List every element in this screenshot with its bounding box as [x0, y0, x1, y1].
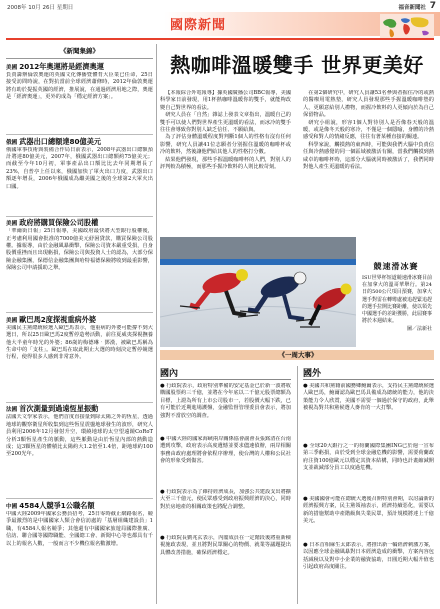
divider — [6, 134, 153, 135]
bullet-text: 日本首相麻生太郎表示，將推出新一輪經濟刺激方案，以因應全球金融風暴對日本經濟造成的衝擊，方案內容包括減稅以及對中小企業的融資協助，日圓近期大幅升值也引起政府高度關注。 — [303, 542, 434, 571]
brief-headline-text: 2012年奧運將是經濟奧運 — [19, 62, 104, 71]
brief-item — [6, 315, 153, 399]
brief-headline-text: 歐巴馬2度探視重病外婆 — [19, 314, 97, 324]
main-article-body — [160, 90, 434, 234]
brief-body: 俄國軍事技術與裝備合作局日前表示，2008年武器出口總額預計將達80億美元，2007年，俄國武器出口總額約75億美元；而截至今年10月初，軍事產品出口額比比去年同期增長了23%，自普亭上任以來，俄國加快了軍火出口力度，武器出口額逐年增長，2006年俄國成為繼美國之後的全球第2大軍火出口國。 — [6, 146, 153, 190]
page-top-bar — [0, 0, 440, 12]
article-paragraph: 【本報綜合外電報導】據英國廣播公司BBC報導，美國科學家日前發現，用1杯熱咖啡溫暖你的雙手，就能夠改變自己對世界的看法。 — [160, 90, 291, 111]
brief-headline — [6, 137, 153, 147]
photo-caption-title: 競速滑冰賽 — [373, 261, 419, 271]
divider — [6, 498, 153, 499]
divider — [6, 216, 153, 217]
article-paragraph: 為了評估身體溫暖程度對判斷1個人的性格有沒有任何影響，研究人員讓41位志願者分別握住溫暖的咖啡杯或冷的飲料，然後讓他們給其他人的性格打分數。 — [160, 134, 291, 156]
article-paragraph: 研究小組說，形容1個人對待別人是否像春天般的溫暖，或是像冬天般的寒冷，不僅是一個隱喻，身體的冷熱感受和對人的情緒反應，往往有著某種直接的關連。 — [303, 119, 434, 141]
brief-region-tag: 美國 — [6, 317, 18, 324]
article-column-1 — [160, 90, 291, 234]
bullet-text: 美國共和黨籍前國務卿鮑爾表示，支持民主黨總統候選人歐巴馬，鮑爾認為歐巴馬具備成為總統的能力，他的決策能力令人欣賞，美國不需要一個過於保守的政府，此舉被視為對共和黨候選人麥肯的一大打擊。 — [303, 383, 434, 412]
foreign-news-column — [303, 366, 434, 604]
photo-caption — [358, 237, 434, 347]
brief-item — [6, 137, 153, 213]
brief-region-tag: 美國 — [6, 221, 18, 228]
brief-region-tag: 中國 — [6, 503, 18, 510]
column-divider — [156, 44, 157, 604]
article-paragraph: 結果他們發現，那些手握溫暖咖啡杯的人們，對別人的評判較為積極，而那些手握冷飲料的人則比較苛刻。 — [160, 156, 291, 171]
main-headline: 熱咖啡溫暖雙手 世界更美好 — [170, 53, 424, 77]
bullet-text: 中國大陸的國家海峽兩岸關係協會副會長張銘清在台南遭到攻擊，政府表示高度遺憾並要求儘速偵辦，兩岸相關事務由政府處理將會依程序辦理，使台灣的人權和公民社會的形象受到傷害。 — [160, 436, 291, 465]
header-divider — [6, 38, 434, 40]
brief-body: 負責籌辦倫敦奧運的英國文化傳播暨體育大臣業已任命，25日接受訪問時說，在對抗當前全球經濟蕭條時，2012年倫敦奧運將有助於提振英國的經濟，推展說，在通過經濟用地之際，奧運是「經濟奧運」，更外的成為「穩定經濟方案」。 — [6, 72, 153, 101]
foreign-bullet: ● 全球20大銀行之一的荷蘭國際集團ING已於週一宣布第三季虧損，由於受到全球金融危機的影響，需要荷蘭政府注資100億歐元以穩定其資本結構，同時也計畫縮減開支並裁減部分員工以度過危機。 — [303, 443, 434, 472]
divider — [6, 312, 153, 313]
brief-region-tag: 法國 — [6, 407, 18, 414]
foreign-bullet: ● 日本首相麻生太郎表示，將推出新一輪經濟刺激方案，以因應全球金融風暴對日本經濟造成的衝擊，方案內容包括減稅以及對中小企業的融資協助，日圓近期大幅升值也引起政府高度關注。 — [303, 542, 434, 571]
domestic-news-column — [160, 366, 291, 604]
photo-credit: 圖／法新社 — [406, 326, 432, 333]
brief-item — [6, 501, 153, 577]
brief-body: 「華爾街日報」25日報導，美國政府最快將大型銀行股權後，正考慮利用國會批准的7000億美元紓困貸款，購買保險公司股權。據報導，由於金融風暴衝擊，保險公司資本嚴重受損，自身股價重挫而且出現虧損，保險公司與投資人士的認為，大部分保險金融集團，保德信金融集團與哈特福德保險將收到最重影響，保險公司申請援助之舉。 — [6, 228, 153, 272]
foreign-bullet: ● 美國共和黨籍前國務卿鮑爾表示，支持民主黨總統候選人歐巴馬，鮑爾認為歐巴馬具備成為總統的能力，他的決策能力令人欣賞，美國不需要一個過於保守的政府，此舉被視為對共和黨候選人麥肯的一大打擊。 — [303, 383, 434, 412]
brief-headline-text: 政府將購買保險公司股權 — [19, 218, 99, 228]
weekly-banner-title: 《一周大事》 — [278, 351, 318, 359]
brief-headline — [6, 315, 153, 325]
article-paragraph: 在第2個研究中，研究人員讓53名參與者握住冷的或熱的醫療用電熱墊，研究人員發現那些手握溫暖咖啡墊的人，更願意給別人禮物，而握冷飲料的人更傾向於為自己保留物品。 — [303, 90, 434, 119]
article-column-2 — [303, 90, 434, 234]
skaters-image — [160, 237, 356, 347]
foreign-title: 國外 — [303, 366, 434, 380]
domestic-title: 國內 — [160, 366, 291, 380]
domestic-bullet: ● 行政院長劉兆玄表示，內閣成員在一定階段後將重新檢視施政表現，並且將對民眾關心的物價、就業等議題提出具體改善措施，確保經濟穩定。 — [160, 535, 291, 556]
brief-body: 中國大陸2009年國家公務員招考，25日零時截止網路報名，競爭最激烈的是中國國家人類合會信訪處的「基層組織建設員」1職，有4584人報名競爭；其他還有中國國家旅遊局國際推廣、信訪、聯合國等國際職能、全國總工會、新聞中心等也都具有千以上的報名人數，一般而言不少機位報名數激增。 — [6, 510, 153, 547]
divider — [6, 402, 153, 403]
brief-headline — [6, 501, 153, 511]
domestic-bullet: ● 行政院表示，政府特別準備的安定基金已於新一波將收購國股票約三千億，並將在今年底以二千億元股票總額為目標，上證為所有上市公司股市一，若股價大幅下跌，已有可能於近期進場護盤，金融監督管理委員會表示，將加強對不當放空的調查。 — [160, 383, 291, 419]
bullet-text: 全球20大銀行之一的荷蘭國際集團ING已於週一宣布第三季虧損，由於受到全球金融危機的影響，需要荷蘭政府注資100億歐元以穩定其資本結構，同時也計畫縮減開支並裁減部分員工以度過危機。 — [303, 443, 434, 472]
brief-headline — [6, 218, 153, 228]
news-briefs-title: 《新聞集錦》 — [6, 44, 153, 59]
bullet-text: 行政院長劉兆玄表示，內閣成員在一定階段後將重新檢視施政表現，並且將對民眾關心的物價、就業等議題提出具體改善措施，確保經濟穩定。 — [160, 535, 291, 556]
paper-name: 福音新聞社 — [398, 5, 426, 11]
brief-headline — [6, 62, 153, 72]
brief-headline-text: 4584人競爭1公職名額 — [19, 500, 95, 510]
brief-item — [6, 404, 153, 495]
brief-region-tag: 美國 — [6, 65, 18, 71]
photo-caption-body: ISU世界杯短道競速滑冰賽目前在加拿大的溫哥華舉行。第24日的500公尺項目預賽，加拿大選手對雷在轉彎處被追趕緊追趕的選手拉開比賽距離，使以領先中國選手的差距獲勝，此屆賽事將於本週結束。 — [362, 275, 433, 325]
article-paragraph: 研究人員在「自然」雜誌上發表文章指出，溫暖自己的雙手可以使人們對世界產生更溫暖的看法，而冰冷的雙手往往會導致你對別人缺乏信任、不願給與。 — [160, 112, 291, 134]
brief-body: 美國民主黨總統候選人歐巴馬表示，他重病的外婆可能撐不到大選日，所以25日歐巴馬2度暫停造勢活動，前往夏威夷探視撫養他大半童年時光的外婆；86歲的梅德琳‧鄧漢，被歐巴馬稱為生命中的「支柱」。歐巴馬在取此期止大選的時刻決定暫停競選行程，使得很多人感到非常意外。 — [6, 324, 153, 361]
brief-item — [6, 218, 153, 309]
speed-skating-photo — [160, 237, 356, 347]
date-line: 2008年 10月 26日 星期日 — [7, 5, 74, 11]
domestic-bullet: ● 中國大陸的國家海峽兩岸關係協會副會長張銘清在台南遭到攻擊，政府表示高度遺憾並要求儘速偵辦，兩岸相關事務由政府處理將會依程序辦理，使台灣的人權和公民社會的形象受到傷害。 — [160, 436, 291, 465]
foreign-bullet: ● 美國國會可能在總統大選後召開特別會期，以討論新的經濟振興方案，民主黨領袖表示，經濟持續惡化，需要以新的措施幫助中產階級與失業民眾，預計規模將達上千億美元。 — [303, 496, 434, 525]
brief-region-tag: 俄國 — [6, 139, 18, 146]
brief-body: 法國天文學家表示，他們首度直接量到除太陽之外的恆星，透過地球的觀察衛星所收集到這些恆星震盪地球發生的波形，研究人員利用2006年12月發射升空，環繞地球的太空望遠鏡CoRoT分析3顆恆星產生的脈動，這些脈動是由於恆星內部的熱動造成；這3顆恆星的體積比太陽約大1.2倍至1.4倍，距地球約100至200光年。 — [6, 414, 153, 458]
column-divider — [297, 366, 298, 604]
brief-item — [6, 62, 153, 131]
domestic-bullet: ● 行政院表示為了維持經濟成長，加強公共建設支出將擴大至三千億元，使民眾感受到政府振興經濟的決心，同時對於房地產的相關政策也將配合調整。 — [160, 489, 291, 510]
brief-headline-text: 武器出口總額達80億美元 — [19, 136, 102, 146]
world-map-graphic — [380, 14, 434, 40]
bullet-text: 行政院表示為了維持經濟成長，加強公共建設支出將擴大至三千億元，使民眾感受到政府振興經濟的決心，同時對於房地產的相關政策也將配合調整。 — [160, 489, 291, 510]
bullet-text: 美國國會可能在總統大選後召開特別會期，以討論新的經濟振興方案，民主黨領袖表示，經濟持續惡化，需要以新的措施幫助中產階級與失業民眾，預計規模將達上千億美元。 — [303, 496, 434, 525]
news-briefs-column — [6, 44, 153, 604]
page-number: 7 — [429, 1, 436, 11]
bullet-text: 行政院表示，政府特別準備的安定基金已於新一波將收購國股票約三千億，並將在今年底以二千億元股票總額為目標，上證為所有上市公司股市一，若股價大幅下跌，已有可能於近期進場護盤，金融監督管理委員會表示，將加強對不當放空的調查。 — [160, 383, 291, 419]
brief-headline — [6, 404, 153, 414]
brief-headline-text: 首次測量到過遠恆星振動 — [19, 404, 99, 414]
article-paragraph: 科學家說，觸摸熱的東西時，可能與我們大腦中負責信任與冷熱感覺的同一個區域被激活有關，當我們觸摸到熱咸卓的咖啡杯時，這部分大腦就同時被激活了，我們同時對他人產生更溫暖的看法。 — [303, 141, 434, 171]
section-title: 國際新聞 — [170, 18, 227, 33]
